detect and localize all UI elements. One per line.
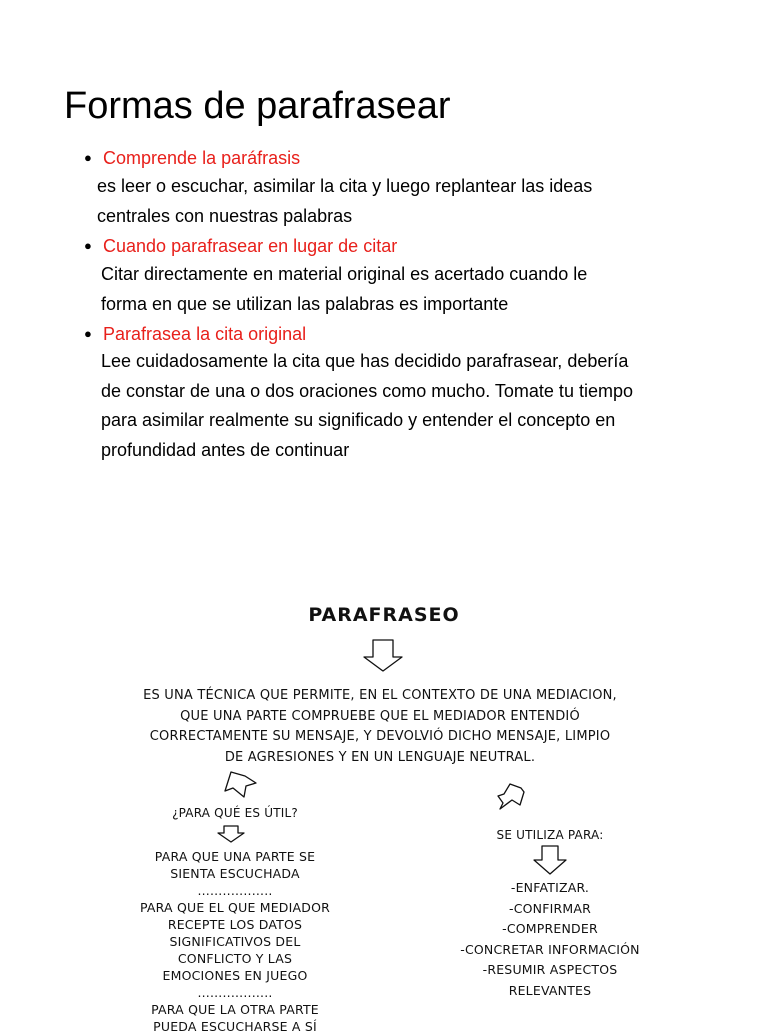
- left-line: SIGNIFICATIVOS DEL: [169, 934, 301, 949]
- bullet-dot-icon: ●: [84, 326, 92, 341]
- body-line: es leer o escuchar, asimilar la cita y luego replantear las ideas: [97, 176, 593, 196]
- right-line: -COMPRENDER: [502, 921, 598, 936]
- outline-arrow-icon: [534, 846, 566, 874]
- body-line: para asimilar realmente su significado y entender el concepto en: [101, 410, 616, 430]
- bullet-item-1: [84, 143, 300, 173]
- bullet-body: [97, 172, 592, 231]
- right-line: RELEVANTES: [508, 982, 592, 998]
- bullet-dot-icon: ●: [84, 238, 92, 253]
- bullet-dot-icon: ●: [84, 150, 92, 165]
- bullet-label: Parafrasea la cita original: [103, 324, 307, 344]
- outline-arrow-icon: [225, 772, 256, 797]
- diagram-title: PARAFRASEO: [308, 604, 460, 626]
- definition-line: ES UNA TÉCNICA QUE PERMITE, EN EL CONTEXTO DE UNA MEDIACION,: [143, 688, 617, 703]
- left-branch-title: ¿PARA QUÉ ES ÚTIL?: [172, 806, 298, 820]
- body-line: Citar directamente en material original es acertado cuando le: [101, 264, 588, 284]
- body-line: de constar de una o dos oraciones como mucho. Tomate tu tiempo: [101, 380, 633, 401]
- left-line: PARA QUE EL QUE MEDIADOR: [139, 900, 331, 915]
- right-line: -ENFATIZAR.: [510, 880, 590, 895]
- outline-arrow-icon: [364, 640, 402, 671]
- left-branch-body: [100, 848, 370, 1035]
- bullet-item-2: [84, 231, 397, 261]
- definition-line: CORRECTAMENTE SU MENSAJE, Y DEVOLVIÓ DICHO MENSAJE, LIMPIO: [149, 729, 611, 744]
- page-title: Formas de parafrasear: [64, 85, 451, 127]
- right-line: -CONFIRMAR: [508, 900, 591, 916]
- left-line: ..................: [197, 985, 273, 1000]
- left-line: PARA QUE UNA PARTE SE: [154, 849, 316, 864]
- definition-line: QUE UNA PARTE COMPRUEBE QUE EL MEDIADOR ENTENDIÓ: [180, 708, 580, 724]
- body-line: Lee cuidadosamente la cita que has decidido parafrasear, debería: [101, 351, 629, 371]
- left-line: PUEDA ESCUCHARSE A SÍ: [153, 1019, 317, 1034]
- diagram-definition: [90, 686, 670, 768]
- bullet-item-3: [84, 319, 306, 349]
- right-branch-list: [420, 878, 680, 1001]
- right-branch-title: SE UTILIZA PARA:: [496, 828, 604, 842]
- left-line: ..................: [197, 883, 273, 898]
- right-line: -RESUMIR ASPECTOS: [482, 962, 618, 977]
- outline-arrow-icon: [498, 784, 524, 809]
- bullet-body: [101, 260, 587, 319]
- body-line: profundidad antes de continuar: [101, 439, 350, 460]
- body-line: centrales con nuestras palabras: [97, 205, 353, 226]
- outline-arrow-icon: [218, 826, 244, 842]
- body-line: forma en que se utilizan las palabras es importante: [101, 293, 509, 314]
- left-line: EMOCIONES EN JUEGO: [162, 968, 308, 983]
- left-line: PARA QUE LA OTRA PARTE: [151, 1002, 319, 1017]
- left-line: SIENTA ESCUCHADA: [170, 866, 300, 881]
- right-line: -CONCRETAR INFORMACIÓN: [460, 941, 640, 957]
- definition-line: DE AGRESIONES Y EN UN LENGUAJE NEUTRAL.: [224, 749, 536, 765]
- bullet-body: [101, 347, 633, 465]
- bullet-label: Cuando parafrasear en lugar de citar: [103, 236, 398, 256]
- bullet-label: Comprende la paráfrasis: [103, 148, 301, 168]
- left-line: CONFLICTO Y LAS: [177, 951, 293, 966]
- left-line: RECEPTE LOS DATOS: [167, 917, 303, 932]
